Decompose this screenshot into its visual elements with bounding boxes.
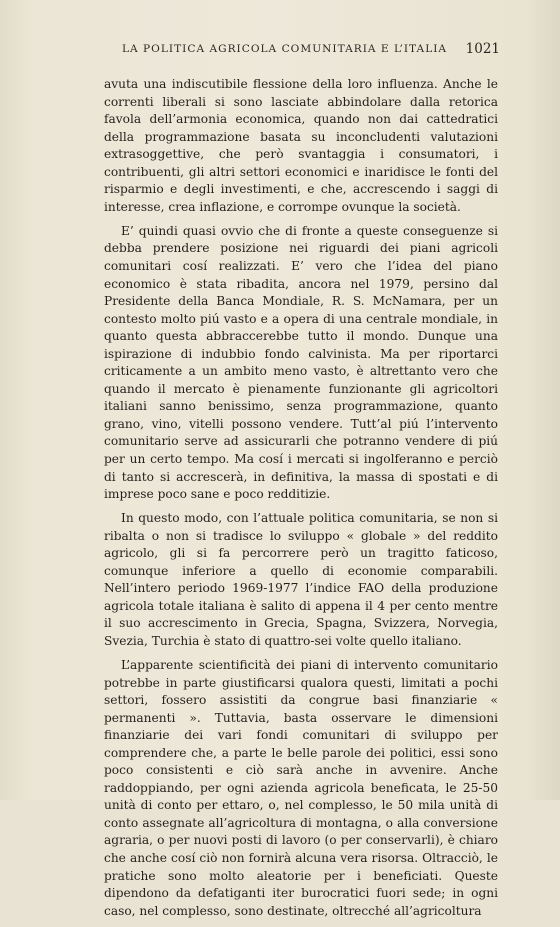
paragraph: avuta una indiscutibile flessione della loro influenza. Anche le correnti liberali si sono lasciate abbindolare dalla retorica favola dell’armonia economica, quando non dai cattedratici della programmazione basata su inconcludenti valutazioni extrasoggettive, che però svantaggia i consumatori, i contribuenti, gli altri settori economici e inaridisce le fonti del risparmio e degli investimenti, e che, accrescendo i saggi di interesse, crea inflazione, e corrompe ovunque la società.	[104, 77, 498, 214]
page-number: 1021	[465, 41, 500, 57]
paragraph: E’ quindi quasi ovvio che di fronte a queste conseguenze si debba prendere posizione nei riguardi dei piani agricoli comunitari cosí realizzati. E’ vero che l’idea del piano economico è stata ribadita, ancora nel 1979, persino dal Presidente della Banca Mondiale, R. S. McNamara, per un contesto molto piú vasto e a opera di una centrale mondiale, in quanto questa abbraccerebbe tutto il mondo. Dunque una ispirazione di indubbio fondo calvinista. Ma per riportarci criticamente a un ambito meno vasto, è altrettanto vero che quando il mercato è pienamente funzionante gli agricoltori italiani sanno benissimo, senza programmazione, quanto grano, vino, vitelli possono vendere. Tutt’al piú l’intervento comunitario serve ad assicurarli che potranno vendere di piú per un certo tempo. Ma cosí i mercati si ingolferanno e perciò di tanto si accrescerà, in definitiva, la massa di spostati e di imprese poco sane e poco redditizie.	[104, 223, 498, 502]
body-text	[104, 76, 498, 927]
running-title: LA POLITICA AGRICOLA COMUNITARIA E L’ITALIA	[122, 43, 448, 55]
page-header	[60, 42, 500, 60]
paragraph: In questo modo, con l’attuale politica comunitaria, se non si ribalta o non si tradisce lo sviluppo « globale » del reddito agricolo, gli si fa percorrere però un tragitto faticoso, comunque inferiore a quello di economie comparabili. Nell’intero periodo 1969-1977 l’indice FAO della produzione agricola totale italiana è salito di appena il 4 per cento mentre il suo accrescimento in Grecia, Spagna, Svizzera, Norvegia, Svezia, Turchia è stato di quattro-sei volte quello italiano.	[104, 511, 498, 648]
paragraph: L’apparente scientificità dei piani di intervento comunitario potrebbe in parte giustificarsi qualora questi, limitati a pochi settori, fossero assistiti da congrue basi finanziarie « permanenti ». Tuttavia, basta osservare le dimensioni finanziarie dei vari fondi comunitari di sviluppo per comprendere che, a parte le belle parole dei politici, essi sono poco consistenti e ciò sarà anche in avvenire. Anche raddoppiando, per ogni azienda agricola beneficata, le 25-50 unità di conto per ettaro, o, nel complesso, le 50 mila unità di conto assegnate all’agricoltura di montagna, o alla conversione agraria, o per nuovi posti di lavoro (o per conservarli), è chiaro che anche cosí ciò non fornirà alcuna vera risorsa. Oltracciò, le pratiche sono molto aleatorie per i beneficiati. Queste dipendono da defatiganti iter burocratici fuori sede; in ogni caso, nel complesso, sono destinate, oltrecché all’agricoltura	[104, 658, 498, 918]
